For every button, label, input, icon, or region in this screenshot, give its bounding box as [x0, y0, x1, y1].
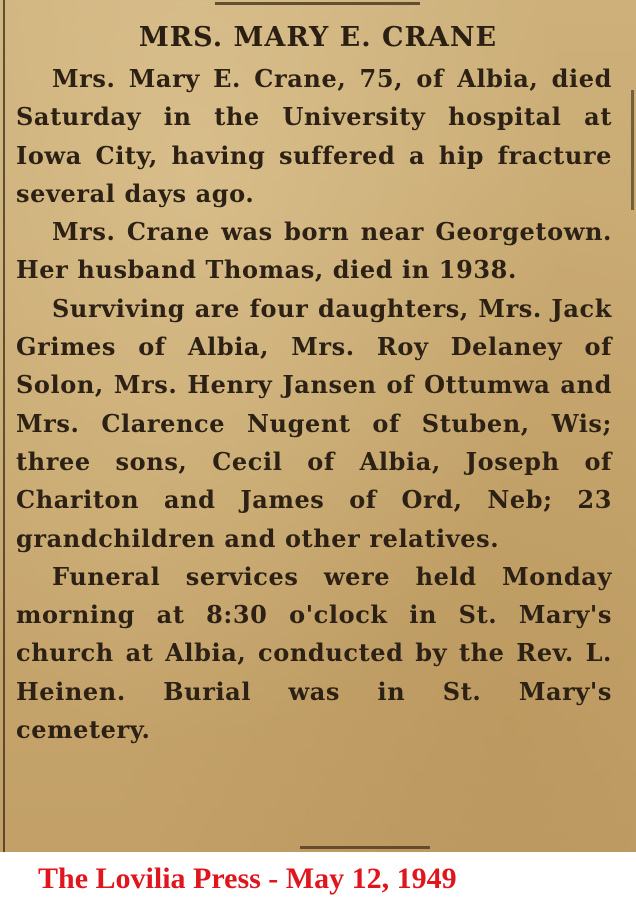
paragraph-death-notice: Mrs. Mary E. Crane, 75, of Albia, died Saturday in the University hospital at Iowa City, having suffered a hip fracture several days ago.	[16, 64, 612, 208]
right-column-rule	[631, 90, 634, 210]
top-column-rule	[215, 2, 420, 5]
bottom-column-rule	[300, 846, 430, 849]
left-column-rule	[3, 0, 5, 852]
paragraph-survivors: Surviving are four daughters, Mrs. Jack Grimes of Albia, Mrs. Roy Delaney of Solon, Mrs. Henry Jansen of Ottumwa and Mrs. Clarence Nugent of Stuben, Wis; three sons, Cecil of Albia, Joseph of Chariton and James of Ord, Neb; 23 grandchildren and other relatives.	[16, 293, 612, 553]
obituary-headline: MRS. MARY E. CRANE	[138, 22, 498, 53]
paragraph-funeral: Funeral services were held Monday morning at 8:30 o'clock in St. Mary's church at Albia, conducted by the Rev. L. Heinen. Burial was in St. Mary's cemetery.	[16, 561, 612, 745]
source-caption: The Lovilia Press - May 12, 1949	[38, 862, 457, 895]
obituary-body	[16, 60, 612, 749]
paragraph-birth: Mrs. Crane was born near Georgetown. Her husband Thomas, died in 1938.	[16, 217, 612, 285]
